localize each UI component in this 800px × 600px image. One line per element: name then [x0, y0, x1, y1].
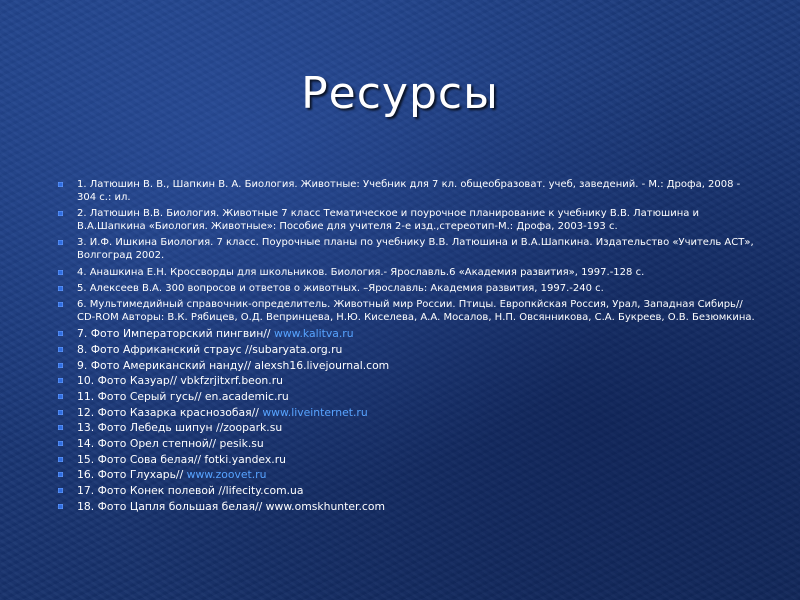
photo-item [58, 359, 758, 373]
square-bullet-icon [58, 425, 63, 430]
photo-item [58, 453, 758, 467]
list-item-text: 6. Мультимедийный справочник-определитель. Животный мир России. Птицы. Европкйская Россия, Урал, Западная Сибирь// CD-ROM Авторы: В.К. Рябицев, О.Д. Вепринцева, Н.Ю. Киселева, А.А. Мосалов, Н.П. Овсянникова, С.А. Букреев, О.В. Безюмкина. [77, 298, 755, 323]
square-bullet-icon [58, 394, 63, 399]
photo-item-text: 9. Фото Американский нанду// alexsh16.livejournal.com [77, 358, 390, 372]
square-bullet-icon [58, 378, 63, 383]
photo-item [58, 406, 758, 420]
list-item [58, 178, 758, 204]
photo-item [58, 421, 758, 435]
photo-item-text: 14. Фото Орел степной// pesik.su [77, 436, 264, 450]
square-bullet-icon [58, 488, 63, 493]
photo-item [58, 390, 758, 404]
list-item [58, 207, 758, 233]
square-bullet-icon [58, 182, 63, 187]
photo-item-text: 8. Фото Африканский страус //subaryata.org.ru [77, 342, 343, 356]
list-item-text: 1. Латюшин В. В., Шапкин В. А. Биология. Животные: Учебник для 7 кл. общеобразоват. учеб, заведений. - М.: Дрофа, 2008 - 304 с.: ил. [77, 179, 741, 203]
photo-item [58, 468, 758, 482]
square-bullet-icon [58, 331, 63, 336]
photo-item-text: 17. Фото Конек полевой //lifecity.com.ua [77, 484, 304, 497]
list-item [58, 298, 758, 324]
photo-source-link[interactable]: www.zoovet.ru [186, 468, 267, 482]
photo-item-text: 16. Фото Глухарь// [77, 468, 187, 482]
list-item-text: 2. Латюшин В.В. Биология. Животные 7 класс Тематическое и поурочное планирование к учебнику В.В. Латюшина и В.А.Шапкина «Биология. Животные»: Пособие для учителя 2-е изд.,стереотип-М.: Дрофа, 2003-193 с. [77, 208, 700, 233]
list-item [58, 236, 758, 262]
photo-item [58, 343, 758, 357]
photo-source-link[interactable]: www.kalitva.ru [273, 327, 354, 341]
slide-title: Ресурсы [301, 68, 499, 119]
square-bullet-icon [58, 347, 63, 352]
square-bullet-icon [58, 472, 63, 477]
square-bullet-icon [58, 363, 63, 368]
photo-source-link[interactable]: www.liveinternet.ru [262, 405, 368, 419]
square-bullet-icon [58, 302, 63, 307]
photo-item [58, 500, 758, 514]
square-bullet-icon [58, 441, 63, 446]
square-bullet-icon [58, 504, 63, 509]
photo-item [58, 374, 758, 388]
square-bullet-icon [58, 240, 63, 245]
photo-item-text: 13. Фото Лебедь шипун //zoopark.su [77, 421, 283, 435]
square-bullet-icon [58, 270, 63, 275]
list-item-text: 3. И.Ф. Ишкина Биология. 7 класс. Поурочные планы по учебнику В.В. Латюшина и В.А.Шапкина. Издательство «Учитель АСТ», Волгоград 2002. [77, 237, 754, 262]
square-bullet-icon [58, 211, 63, 216]
resources-list [58, 178, 758, 515]
photo-item [58, 484, 758, 498]
list-item [58, 266, 758, 279]
list-item [58, 282, 758, 295]
photo-item-text: 7. Фото Императорский пингвин// [77, 327, 274, 341]
square-bullet-icon [58, 286, 63, 291]
photo-item-text: 10. Фото Казуар// vbkfzrjitxrf.beon.ru [77, 374, 283, 388]
photo-item-text: 11. Фото Серый гусь// en.academic.ru [77, 389, 289, 403]
square-bullet-icon [58, 410, 63, 415]
photo-item-text: 18. Фото Цапля большая белая// www.omskhunter.com [77, 499, 385, 513]
photo-item [58, 327, 758, 341]
list-item-text: 5. Алексеев В.А. 300 вопросов и ответов о животных. –Ярославль: Академия развития, 1997.-240 с. [77, 282, 604, 294]
photo-item [58, 437, 758, 451]
photo-item-text: 12. Фото Казарка краснозобая// [77, 405, 263, 419]
square-bullet-icon [58, 457, 63, 462]
list-item-text: 4. Анашкина Е.Н. Кроссворды для школьников. Биология.- Ярославль.6 «Академия развития», 1997.-128 с. [77, 266, 645, 278]
photo-item-text: 15. Фото Сова белая// fotki.yandex.ru [77, 452, 286, 466]
